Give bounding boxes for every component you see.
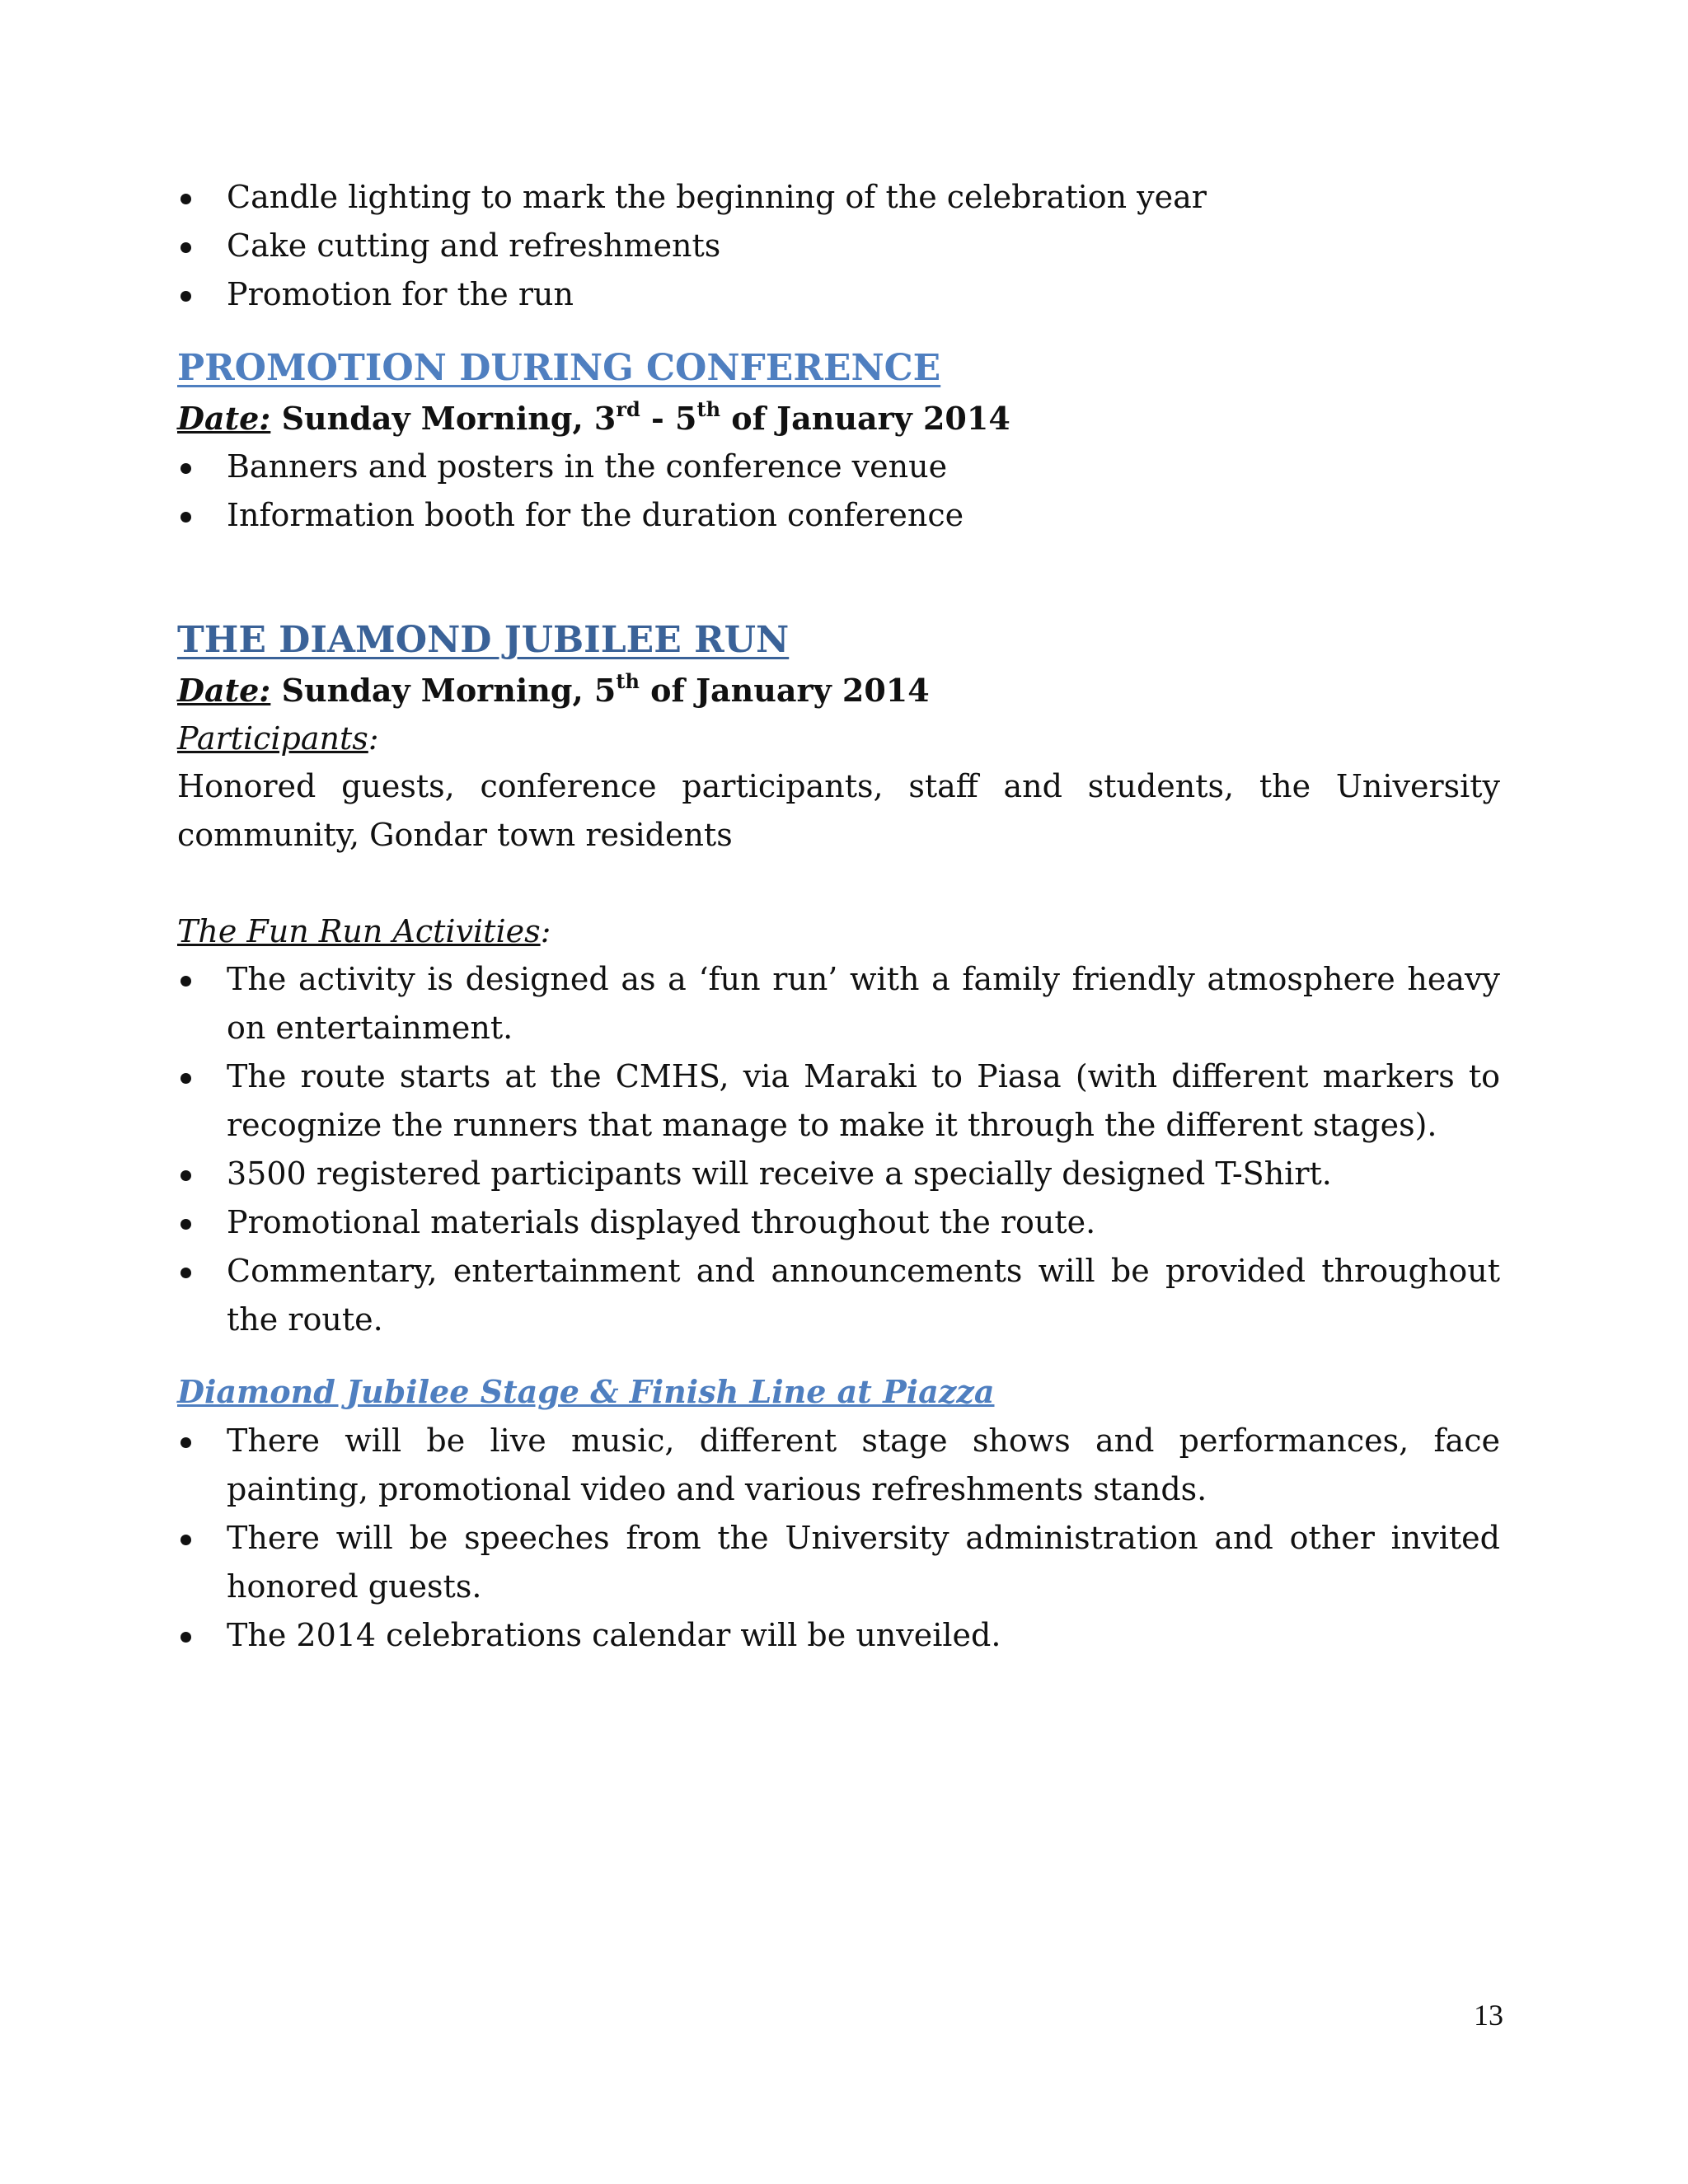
date-text: - 5 — [640, 400, 697, 437]
run-heading: THE DIAMOND JUBILEE RUN — [177, 619, 790, 661]
list-item-text: There will be speeches from the University administration and other invited honored guests. — [227, 1520, 1500, 1605]
promotion-date-line — [177, 395, 1500, 443]
bullet-icon — [181, 463, 191, 474]
activities-bullet-list — [177, 955, 1500, 1344]
bullet-icon — [181, 1535, 191, 1545]
date-text: of January 2014 — [720, 400, 1010, 437]
list-item — [177, 955, 1500, 1052]
page-content — [177, 173, 1500, 1660]
list-item — [177, 1052, 1500, 1150]
list-item-text: The activity is designed as a ‘fun run’ with a family friendly atmosphere heavy on entertainment. — [227, 961, 1500, 1046]
list-item — [177, 491, 1500, 540]
date-ordinal: th — [696, 397, 721, 422]
date-text: Sunday Morning, 5 — [270, 672, 617, 709]
activities-label-line — [177, 907, 1500, 955]
list-item — [177, 222, 1500, 270]
intro-bullet-list — [177, 173, 1500, 319]
list-item-text: Banners and posters in the conference venue — [227, 448, 948, 485]
date-label: Date: — [177, 672, 271, 709]
bullet-icon — [181, 1219, 191, 1230]
promotion-bullet-list — [177, 443, 1500, 540]
bullet-icon — [181, 242, 191, 253]
date-text: of January 2014 — [639, 672, 930, 709]
bullet-icon — [181, 1632, 191, 1643]
activities-colon: : — [540, 913, 551, 949]
list-item — [177, 1611, 1500, 1660]
list-item — [177, 270, 1500, 319]
participants-label: Participants — [177, 720, 368, 757]
stage-heading: Diamond Jubilee Stage & Finish Line at Piazza — [177, 1373, 995, 1410]
list-item — [177, 1247, 1500, 1344]
date-text: Sunday Morning, 3 — [270, 400, 617, 437]
list-item — [177, 173, 1500, 222]
bullet-icon — [181, 194, 191, 204]
participants-paragraph: Honored guests, conference participants, staff and students, the University community, Gondar town residents — [177, 768, 1500, 853]
promotion-heading: PROMOTION DURING CONFERENCE — [177, 347, 941, 389]
participants-label-line — [177, 715, 1500, 762]
run-date-line — [177, 667, 1500, 715]
list-item — [177, 1417, 1500, 1514]
date-ordinal: rd — [616, 397, 640, 422]
bullet-icon — [181, 976, 191, 987]
list-item-text: The 2014 celebrations calendar will be unveiled. — [227, 1617, 1001, 1653]
bullet-icon — [181, 1268, 191, 1278]
stage-bullet-list — [177, 1417, 1500, 1660]
bullet-icon — [181, 1170, 191, 1181]
list-item — [177, 1150, 1500, 1198]
page-number: 13 — [1474, 1999, 1503, 2032]
bullet-icon — [181, 1437, 191, 1448]
bullet-icon — [181, 512, 191, 523]
list-item-text: 3500 registered participants will receive a specially designed T-Shirt. — [227, 1155, 1332, 1192]
list-item-text: Candle lighting to mark the beginning of the celebration year — [227, 179, 1207, 215]
date-label: Date: — [177, 400, 271, 437]
list-item-text: Cake cutting and refreshments — [227, 227, 721, 264]
list-item-text: Information booth for the duration conference — [227, 497, 964, 533]
date-ordinal: th — [616, 669, 640, 694]
list-item-text: There will be live music, different stage shows and performances, face painting, promotional video and various refreshments stands. — [227, 1422, 1500, 1507]
activities-label: The Fun Run Activities — [177, 913, 541, 949]
list-item-text: Promotional materials displayed throughout the route. — [227, 1204, 1096, 1240]
list-item-text: Promotion for the run — [227, 276, 574, 312]
list-item-text: Commentary, entertainment and announcements will be provided throughout the route. — [227, 1253, 1500, 1338]
list-item-text: The route starts at the CMHS, via Maraki to Piasa (with different markers to recognize the runners that manage to make it through the different stages). — [227, 1058, 1500, 1143]
list-item — [177, 1514, 1500, 1611]
list-item — [177, 443, 1500, 491]
bullet-icon — [181, 1073, 191, 1084]
bullet-icon — [181, 291, 191, 302]
participants-colon: : — [368, 720, 379, 757]
list-item — [177, 1198, 1500, 1247]
